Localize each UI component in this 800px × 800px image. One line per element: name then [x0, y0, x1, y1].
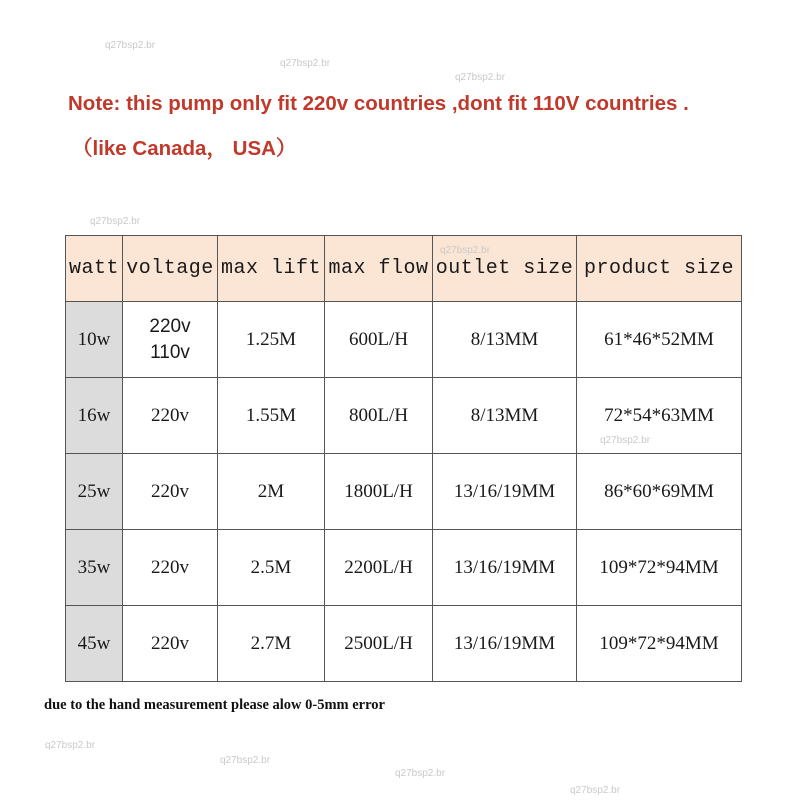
cell-watt: 45w — [66, 606, 123, 682]
cell-max-lift: 1.25M — [218, 302, 325, 378]
cell-max-lift: 2.5M — [218, 530, 325, 606]
cell-product-size: 72*54*63MM — [577, 378, 742, 454]
cell-voltage: 220v — [123, 606, 218, 682]
cell-max-lift: 1.55M — [218, 378, 325, 454]
cell-outlet-size: 13/16/19MM — [433, 454, 577, 530]
watermark: q27bsp2.br — [105, 40, 156, 51]
header-outlet-size: outlet size — [433, 236, 577, 302]
cell-voltage: 220v — [123, 530, 218, 606]
cell-product-size: 109*72*94MM — [577, 606, 742, 682]
cell-watt: 10w — [66, 302, 123, 378]
cell-voltage-220: 220v — [149, 315, 191, 337]
cell-max-flow: 800L/H — [325, 378, 433, 454]
cell-outlet-size: 13/16/19MM — [433, 606, 577, 682]
cell-max-lift: 2M — [218, 454, 325, 530]
cell-max-lift: 2.7M — [218, 606, 325, 682]
cell-max-flow: 600L/H — [325, 302, 433, 378]
watermark: q27bsp2.br — [395, 768, 446, 779]
cell-max-flow: 1800L/H — [325, 454, 433, 530]
header-watt: watt — [66, 236, 123, 302]
cell-watt: 25w — [66, 454, 123, 530]
cell-max-flow: 2500L/H — [325, 606, 433, 682]
spec-table — [65, 235, 742, 682]
table-row — [66, 606, 742, 682]
watermark: q27bsp2.br — [280, 58, 331, 69]
cell-product-size: 86*60*69MM — [577, 454, 742, 530]
watermark: q27bsp2.br — [440, 245, 491, 256]
header-product-size: product size — [577, 236, 742, 302]
watermark: q27bsp2.br — [220, 755, 271, 766]
watermark: q27bsp2.br — [570, 785, 621, 796]
header-voltage: voltage — [123, 236, 218, 302]
cell-outlet-size: 13/16/19MM — [433, 530, 577, 606]
cell-voltage: 220v — [123, 454, 218, 530]
note-line-2: （like Canada， USA） — [72, 137, 297, 160]
cell-voltage: 220v — [123, 378, 218, 454]
watermark: q27bsp2.br — [600, 435, 651, 446]
cell-voltage-110: 110v — [150, 341, 190, 363]
cell-outlet-size: 8/13MM — [433, 302, 577, 378]
header-max-flow: max flow — [325, 236, 433, 302]
watermark: q27bsp2.br — [45, 740, 96, 751]
measurement-footnote: due to the hand measurement please alow 0-5mm error — [44, 697, 385, 713]
watermark: q27bsp2.br — [455, 72, 506, 83]
header-max-lift: max lift — [218, 236, 325, 302]
cell-product-size: 109*72*94MM — [577, 530, 742, 606]
table-row — [66, 530, 742, 606]
cell-watt: 35w — [66, 530, 123, 606]
cell-watt: 16w — [66, 378, 123, 454]
table-row — [66, 454, 742, 530]
cell-voltage — [123, 302, 218, 378]
table-row — [66, 302, 742, 378]
cell-max-flow: 2200L/H — [325, 530, 433, 606]
cell-outlet-size: 8/13MM — [433, 378, 577, 454]
table-header-row — [66, 236, 742, 302]
watermark: q27bsp2.br — [90, 216, 141, 227]
note-line-1: Note: this pump only fit 220v countries ,dont fit 110V countries . — [68, 92, 689, 115]
cell-product-size: 61*46*52MM — [577, 302, 742, 378]
